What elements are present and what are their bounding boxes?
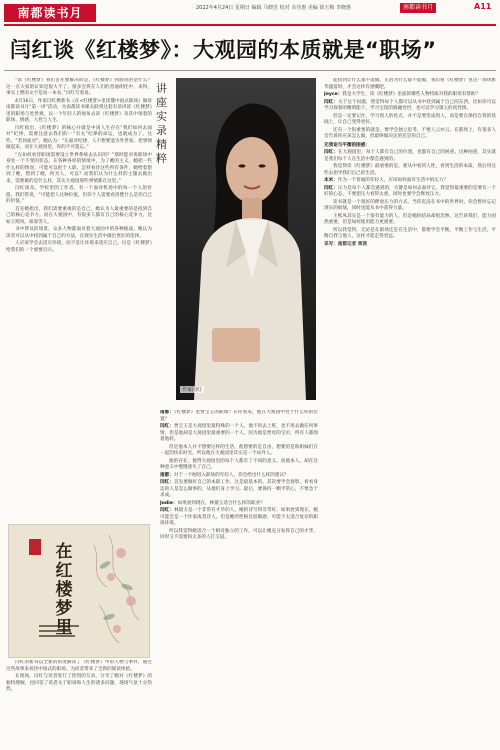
qa-paragraph	[160, 424, 318, 444]
kicker-char: 实	[156, 110, 168, 123]
qa-paragraph	[160, 480, 318, 500]
answer-text: 所以我觉得她适合一个相对独立的工作，可以让她充分发挥自己的才华，同时又不需要和太多的人打交道。	[160, 528, 318, 540]
kicker-char: 座	[156, 96, 168, 109]
qa-paragraph	[324, 186, 496, 199]
kicker-char: 粹	[156, 152, 168, 165]
answer-text: 我是大学生，读《红楼梦》里面的哪些人物特质对我的职场有帮助？	[342, 92, 481, 97]
answer-text: 所以我觉得，无论是在职场还是在生活中，都要学会平衡，平衡工作与生活，平衡自我与他人，这样才能走得更远。	[324, 227, 496, 239]
article-column-middle	[160, 410, 318, 746]
qa-paragraph	[160, 459, 318, 472]
subheading: 无我论与平衡的困惑：	[324, 142, 370, 148]
qa-paragraph	[160, 473, 318, 480]
speaker-label: 闫红：	[160, 508, 174, 513]
answer-text: 我觉得读《红楼梦》最重要的是，要从中看到人性，看到生活的本质，然后用这些去指导我们自己的生活。	[324, 164, 496, 176]
speaker-label: 南都：	[160, 472, 174, 478]
qa-paragraph	[160, 529, 318, 542]
section-logo: 南都读书月	[4, 4, 96, 22]
vertical-kicker	[156, 82, 170, 166]
qa-paragraph	[324, 78, 496, 91]
answer-text: 首先要做好自己的本职工作，这是最基本的。其次要学会观察，看看身边的人是怎么做事的，从他们身上学习。最后，要保持一颗平常心，不要急于求成。	[160, 480, 318, 498]
article-column-left	[6, 78, 152, 518]
qa-paragraph	[324, 214, 496, 227]
kicker-char: 讲	[156, 82, 168, 95]
author-portrait-image	[176, 78, 316, 400]
answer-text: 关于这个问题，我觉得每个人都可以从书中找到属于自己的东西。比如你可以学习探春的精明能干，学习宝钗的圆融处世，也可以学习黛玉的真性情。	[324, 99, 496, 111]
answer-text: 作为一个普通的年轻人，应该如何面对生活中的压力？	[337, 178, 449, 183]
portrait-caption: 作家闫红	[182, 387, 203, 393]
qa-paragraph	[324, 228, 496, 241]
speaker-label: 闫红：	[324, 185, 338, 191]
speaker-label: 南都：	[160, 410, 175, 415]
answer-text: 能找到让什么都不能做，正因为什么都不能做，我们看《红楼梦》里这一场场繁华盛宴时，才会这样有感慨吧。	[324, 78, 496, 90]
qa-paragraph	[160, 410, 318, 423]
answer-text: 压力是每个人都会遇到的，关键是如何去面对它。我觉得最重要的是要有一个好的心态，不要把压力看得太重，同时也要学会释放压力。	[324, 185, 496, 197]
header-rule	[4, 24, 496, 26]
qa-paragraph	[160, 445, 318, 458]
paragraph: 闫红谈及，学校里的工作者，有一个面对机场中的每一个人的价值。我们常说，“可能把人这种价值，但你个人需要看清楚什么是你自己的价值。”	[6, 186, 152, 204]
article-column-right	[324, 78, 496, 746]
book-cover-art	[9, 525, 149, 657]
article-column-left-bottom	[6, 660, 152, 746]
paragraph: 闫红指出，《红楼梦》的核心并就是中国人生存在“我们如何去面对”纪律，需要注意去我们的一“有关”纪律的命运，也就成为了。这些，“若何面对”，她认为：“在面对纪律，人不想要遗为外世家、把事情做起来，而在大观园里，你的不可遗忘。”	[6, 125, 152, 150]
speaker-label: 闫红：	[160, 424, 174, 429]
answer-text: 但是一定要记住，学习别人的优点，并不是要变成别人，而是要在保持自我的基础上，让自己变得更好。	[324, 113, 496, 125]
answer-text: 但是他本人并不想要这样的生活，他想要的是自由，想要的是和姐妹们在一起的快乐时光。所以他在大观园里其实是一个局外人。	[160, 444, 318, 456]
paragraph: 在现场，闫红与读者进行了热烈的互动，分享了她对《红楼梦》的独特理解，也回答了读者关于职场和人生的诸多问题，现场气氛十分热烈。	[6, 674, 152, 692]
answer-text: 还有一个很重要的就是，要学会独立思考，不要人云亦云。在职场上，有很多人会告诉你应该怎么做，但最终做决定的还是你自己。	[324, 127, 496, 139]
kicker-char: 精	[156, 138, 168, 151]
byline: 采写：南都记者 周茜	[324, 241, 367, 247]
headline-rule	[4, 70, 496, 71]
qa-paragraph	[324, 200, 496, 213]
kicker-char: 录	[156, 124, 168, 137]
qa-paragraph	[324, 150, 496, 163]
book-title-char: 楼	[55, 580, 73, 600]
book-title-char: 里	[55, 618, 73, 638]
speaker-label: Jodie：	[160, 500, 178, 506]
answer-text: 他的存在，使得大观园里的每个人都有了不同的意义。而他本人，却在这种意义中慢慢迷失了自己。	[160, 458, 318, 470]
answer-text: 林黛玉是一个非常有才华的人，她的诗写得非常好。如果放到现在，她可能会是一个作家或者诗人。但是她的性格比较敏感，可能不太适合复杂的职场环境。	[160, 508, 318, 526]
paragraph: 书中涉及的场景，众多人物都面对着大观园中的各种挑战。她认为读者可以从中找到属于自己的方法，在现实生活中做出更好的选择。	[6, 227, 152, 239]
answer-text: 《红楼梦》里贾宝玉的职场？在你看来，他在大观园中处于什么样的位置？	[160, 410, 318, 422]
speaker-label: 闫红：	[324, 150, 338, 155]
edition-info: 2022年4月24日 星期日 编辑 马晓芳 校对 余佳惠 美编 徐玉梅 李晓惠	[196, 5, 351, 11]
qa-paragraph	[324, 92, 496, 99]
qa-paragraph	[324, 114, 496, 127]
qa-paragraph	[324, 164, 496, 177]
speaker-label: 闫红：	[324, 99, 338, 105]
book-title-char: 红	[55, 561, 73, 581]
paragraph: 闫红的新书以全新的角度解读了《红楼梦》中的人物与事件，通过这些故事来看待中国式的职场，为读者带来了全新的阅读体验。	[6, 660, 152, 672]
speaker-label: 本米：	[324, 178, 338, 183]
qa-paragraph	[324, 128, 496, 141]
section-tag: 南都读书月	[400, 3, 436, 13]
answer-text: 对于一个刚进入职场的年轻人，你会给出什么样的建议？	[173, 472, 289, 478]
qa-paragraph	[324, 178, 496, 185]
qa-paragraph	[160, 508, 318, 528]
portrait-art	[176, 78, 316, 400]
paragraph: 4月16日，作家闫红携新书《在<红楼梦>里读懂中国式职场》做客南都读书月“第一讲”活动，为南都读书课关联到这套有读讲读《红楼梦》里的职场与处世观，以一个年轻人的视角去读《红楼梦》及其中领着的职场、情感、人性与人生。	[6, 98, 152, 123]
answer-text: 贾宝玉是大观园里最特殊的一个人，他不用去上班，也不用去做任何事情，但是他却是大观园里最重要的一个人。因为他是贾母的宝贝，所有人都围着他转。	[160, 424, 318, 442]
page-number: A11	[474, 2, 492, 11]
answer-text: 王熙凤其实是一个很有能力的人，但是她的结局却很悲惨。这告诉我们，能力固然重要，但是如何使用能力更重要。	[324, 213, 496, 225]
answer-text: 在大观园里，每个人都有自己的位置，也都有自己的困惑。这种困惑，其实就是我们每个人在生活中都会遇到的。	[324, 150, 496, 162]
paragraph: “读《红楼梦》我们首先要解决的是，《红楼梦》到底说的是什么？这一点大家的认知是很大不了。很多会将在人们的普通朗化中，来得，事实上曹的文不是而一本书，”闫红写着说。	[6, 78, 152, 96]
book-cover-image	[8, 524, 150, 658]
qa-paragraph	[324, 100, 496, 113]
speaker-label: Joyce：	[324, 92, 343, 97]
headline: 闫红谈《红楼梦》：大观园的本质就是“职场”	[10, 38, 437, 62]
book-cover-title	[51, 543, 77, 638]
paragraph: 首先她指出，我们需要重视的是自己，她认为人最重要的是找到自己的核心竞争力。而在大观园中，有很多人都有自己的核心竞争力，比如王熙凤、探春等人。	[6, 206, 152, 225]
page-header	[0, 0, 500, 26]
book-title-char: 梦	[55, 599, 73, 619]
answer-text: 读书就是一个很好的释放压力的方式。当你沉浸在书中的世界时，你会暂时忘记现实的烦恼，同时也能从书中获得力量。	[324, 199, 496, 211]
qa-paragraph	[160, 501, 318, 508]
paragraph: 人应该学会去适应环境，而不是让环境来适应自己。这是《红楼梦》给我们的一个重要启示。	[6, 241, 152, 253]
book-title-char: 在	[55, 542, 73, 562]
speaker-label: 闫红：	[160, 480, 174, 485]
answer-text: 如果放到现在，林黛玉适合什么样的职业？	[177, 500, 265, 506]
paragraph: “在如何看待职场需要设立世界系统去认识的？”那时能对说职场中身处一个不变的状态，在各种各样的情境中，为了她的主义，她把一些什么样的情况，可能可以把个人职、怎样看待这些所有条件，她给着想到了她，想到了她，何为人，可以？而我们认为什么样的主题去做出来，需要做的是什么样，其实大观园那些事情都在这里。”	[6, 152, 152, 184]
